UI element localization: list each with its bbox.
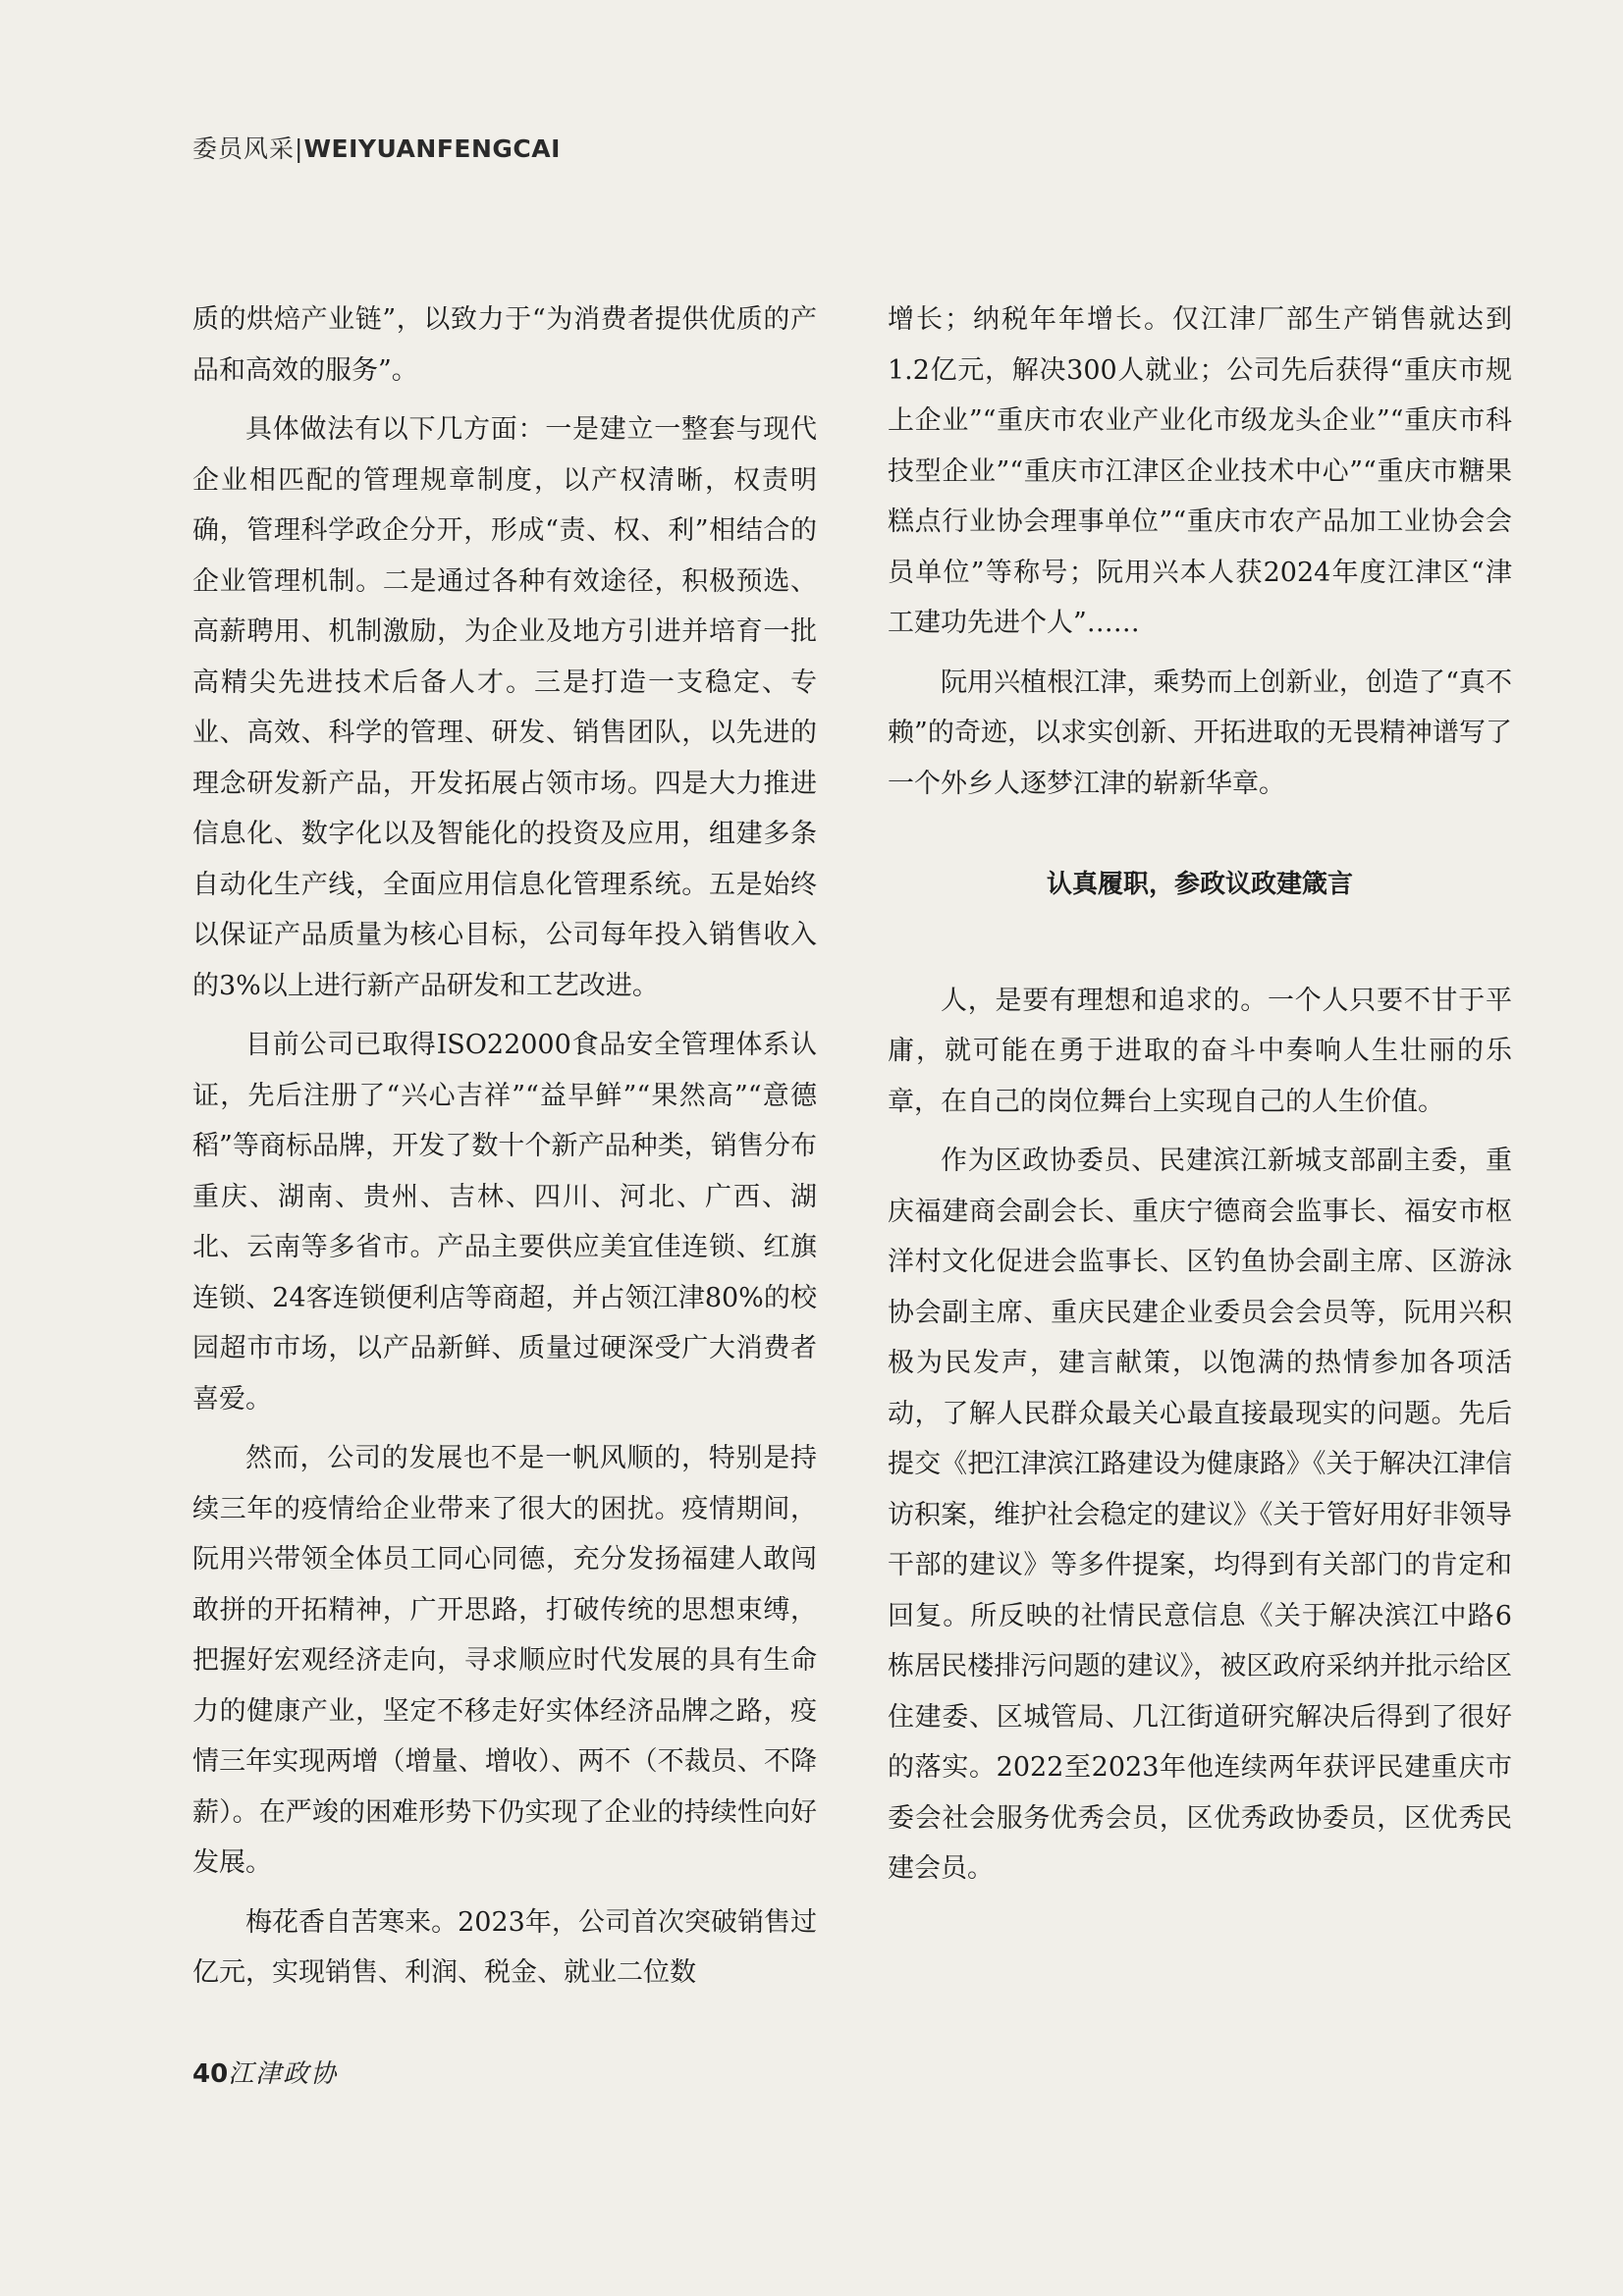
section-header [192, 130, 561, 165]
paragraph: 梅花香自苦寒来。2023年，公司首次突破销售过亿元，实现销售、利润、税金、就业二位数 [192, 1906, 817, 1988]
page-number: 40 [192, 2059, 229, 2089]
section-title-cn: 委员风采 [192, 134, 296, 163]
section-title-en: WEIYUANFENGCAI [303, 134, 561, 163]
magazine-name: 江津政协 [228, 2059, 339, 2089]
paragraph: 目前公司已取得ISO22000食品安全管理体系认证，先后注册了“兴心吉祥”“益早鲜”“果然高”“意德稻”等商标品牌，开发了数十个新产品种类，销售分布重庆、湖南、贵州、吉林、四川、河北、广西、湖北、云南等多省市。产品主要供应美宜佳连锁、红旗连锁、24客连锁便利店等商超，并占领江津80%的校园超市市场，以产品新鲜、质量过硬深受广大消费者喜爱。 [192, 1030, 817, 1415]
paragraph: 具体做法有以下几方面：一是建立一整套与现代企业相匹配的管理规章制度，以产权清晰，权责明确，管理科学政企分开，形成“责、权、利”相结合的企业管理机制。二是通过各种有效途径，积极预选、高薪聘用、机制激励，为企业及地方引进并培育一批高精尖先进技术后备人才。三是打造一支稳定、专业、高效、科学的管理、研发、销售团队，以先进的理念研发新产品，开发拓展占领市场。四是大力推进信息化、数字化以及智能化的投资及应用，组建多条自动化生产线，全面应用信息化管理系统。五是始终以保证产品质量为核心目标，公司每年投入销售收入的3%以上进行新产品研发和工艺改进。 [192, 414, 817, 1001]
paragraph: 质的烘焙产业链”，以致力于“为消费者提供优质的产品和高效的服务”。 [192, 304, 817, 386]
paragraph: 增长；纳税年年增长。仅江津厂部生产销售就达到1.2亿元，解决300人就业；公司先后获得“重庆市规上企业”“重庆市农业产业化市级龙头企业”“重庆市科技型企业”“重庆市江津区企业技术中心”“重庆市糖果糕点行业协会理事单位”“重庆市农产品加工业协会会员单位”等称号；阮用兴本人获2024年度江津区“津工建功先进个人”…… [888, 304, 1512, 638]
paragraph: 人，是要有理想和追求的。一个人只要不甘于平庸，就可能在勇于进取的奋斗中奏响人生壮丽的乐章，在自己的岗位舞台上实现自己的人生价值。 [888, 985, 1512, 1117]
paragraph: 阮用兴植根江津，乘势而上创新业，创造了“真不赖”的奇迹，以求实创新、开拓进取的无畏精神谱写了一个外乡人逐梦江津的崭新华章。 [888, 667, 1512, 799]
section-heading: 认真履职，参政议政建箴言 [1046, 870, 1353, 899]
header-separator: | [295, 134, 304, 163]
paragraph: 作为区政协委员、民建滨江新城支部副主委，重庆福建商会副会长、重庆宁德商会监事长、福安市枢洋村文化促进会监事长、区钓鱼协会副主席、区游泳协会副主席、重庆民建企业委员会会员等，阮用兴积极为民发声，建言献策，以饱满的热情参加各项活动，了解人民群众最关心最直接最现实的问题。先后提交《把江津滨江路建设为健康路》《关于解决江津信访积案，维护社会稳定的建议》《关于管好用好非领导干部的建议》等多件提案，均得到有关部门的肯定和回复。所反映的社情民意信息《关于解决滨江中路6栋居民楼排污问题的建议》，被区政府采纳并批示给区住建委、区城管局、几江街道研究解决后得到了很好的落实。2022至2023年他连续两年获评民建重庆市委会社会服务优秀会员，区优秀政协委员，区优秀民建会员。 [888, 1146, 1512, 1884]
left-column [192, 294, 817, 2007]
right-column [888, 294, 1512, 1903]
paragraph: 然而，公司的发展也不是一帆风顺的，特别是持续三年的疫情给企业带来了很大的困扰。疫情期间，阮用兴带领全体员工同心同德，充分发扬福建人敢闯敢拼的开拓精神，广开思路，打破传统的思想束缚，把握好宏观经济走向，寻求顺应时代发展的具有生命力的健康产业，坚定不移走好实体经济品牌之路，疫情三年实现两增（增量、增收）、两不（不裁员、不降薪）。在严竣的困难形势下仍实现了企业的持续性向好发展。 [192, 1443, 817, 1878]
page-footer [192, 2054, 338, 2090]
